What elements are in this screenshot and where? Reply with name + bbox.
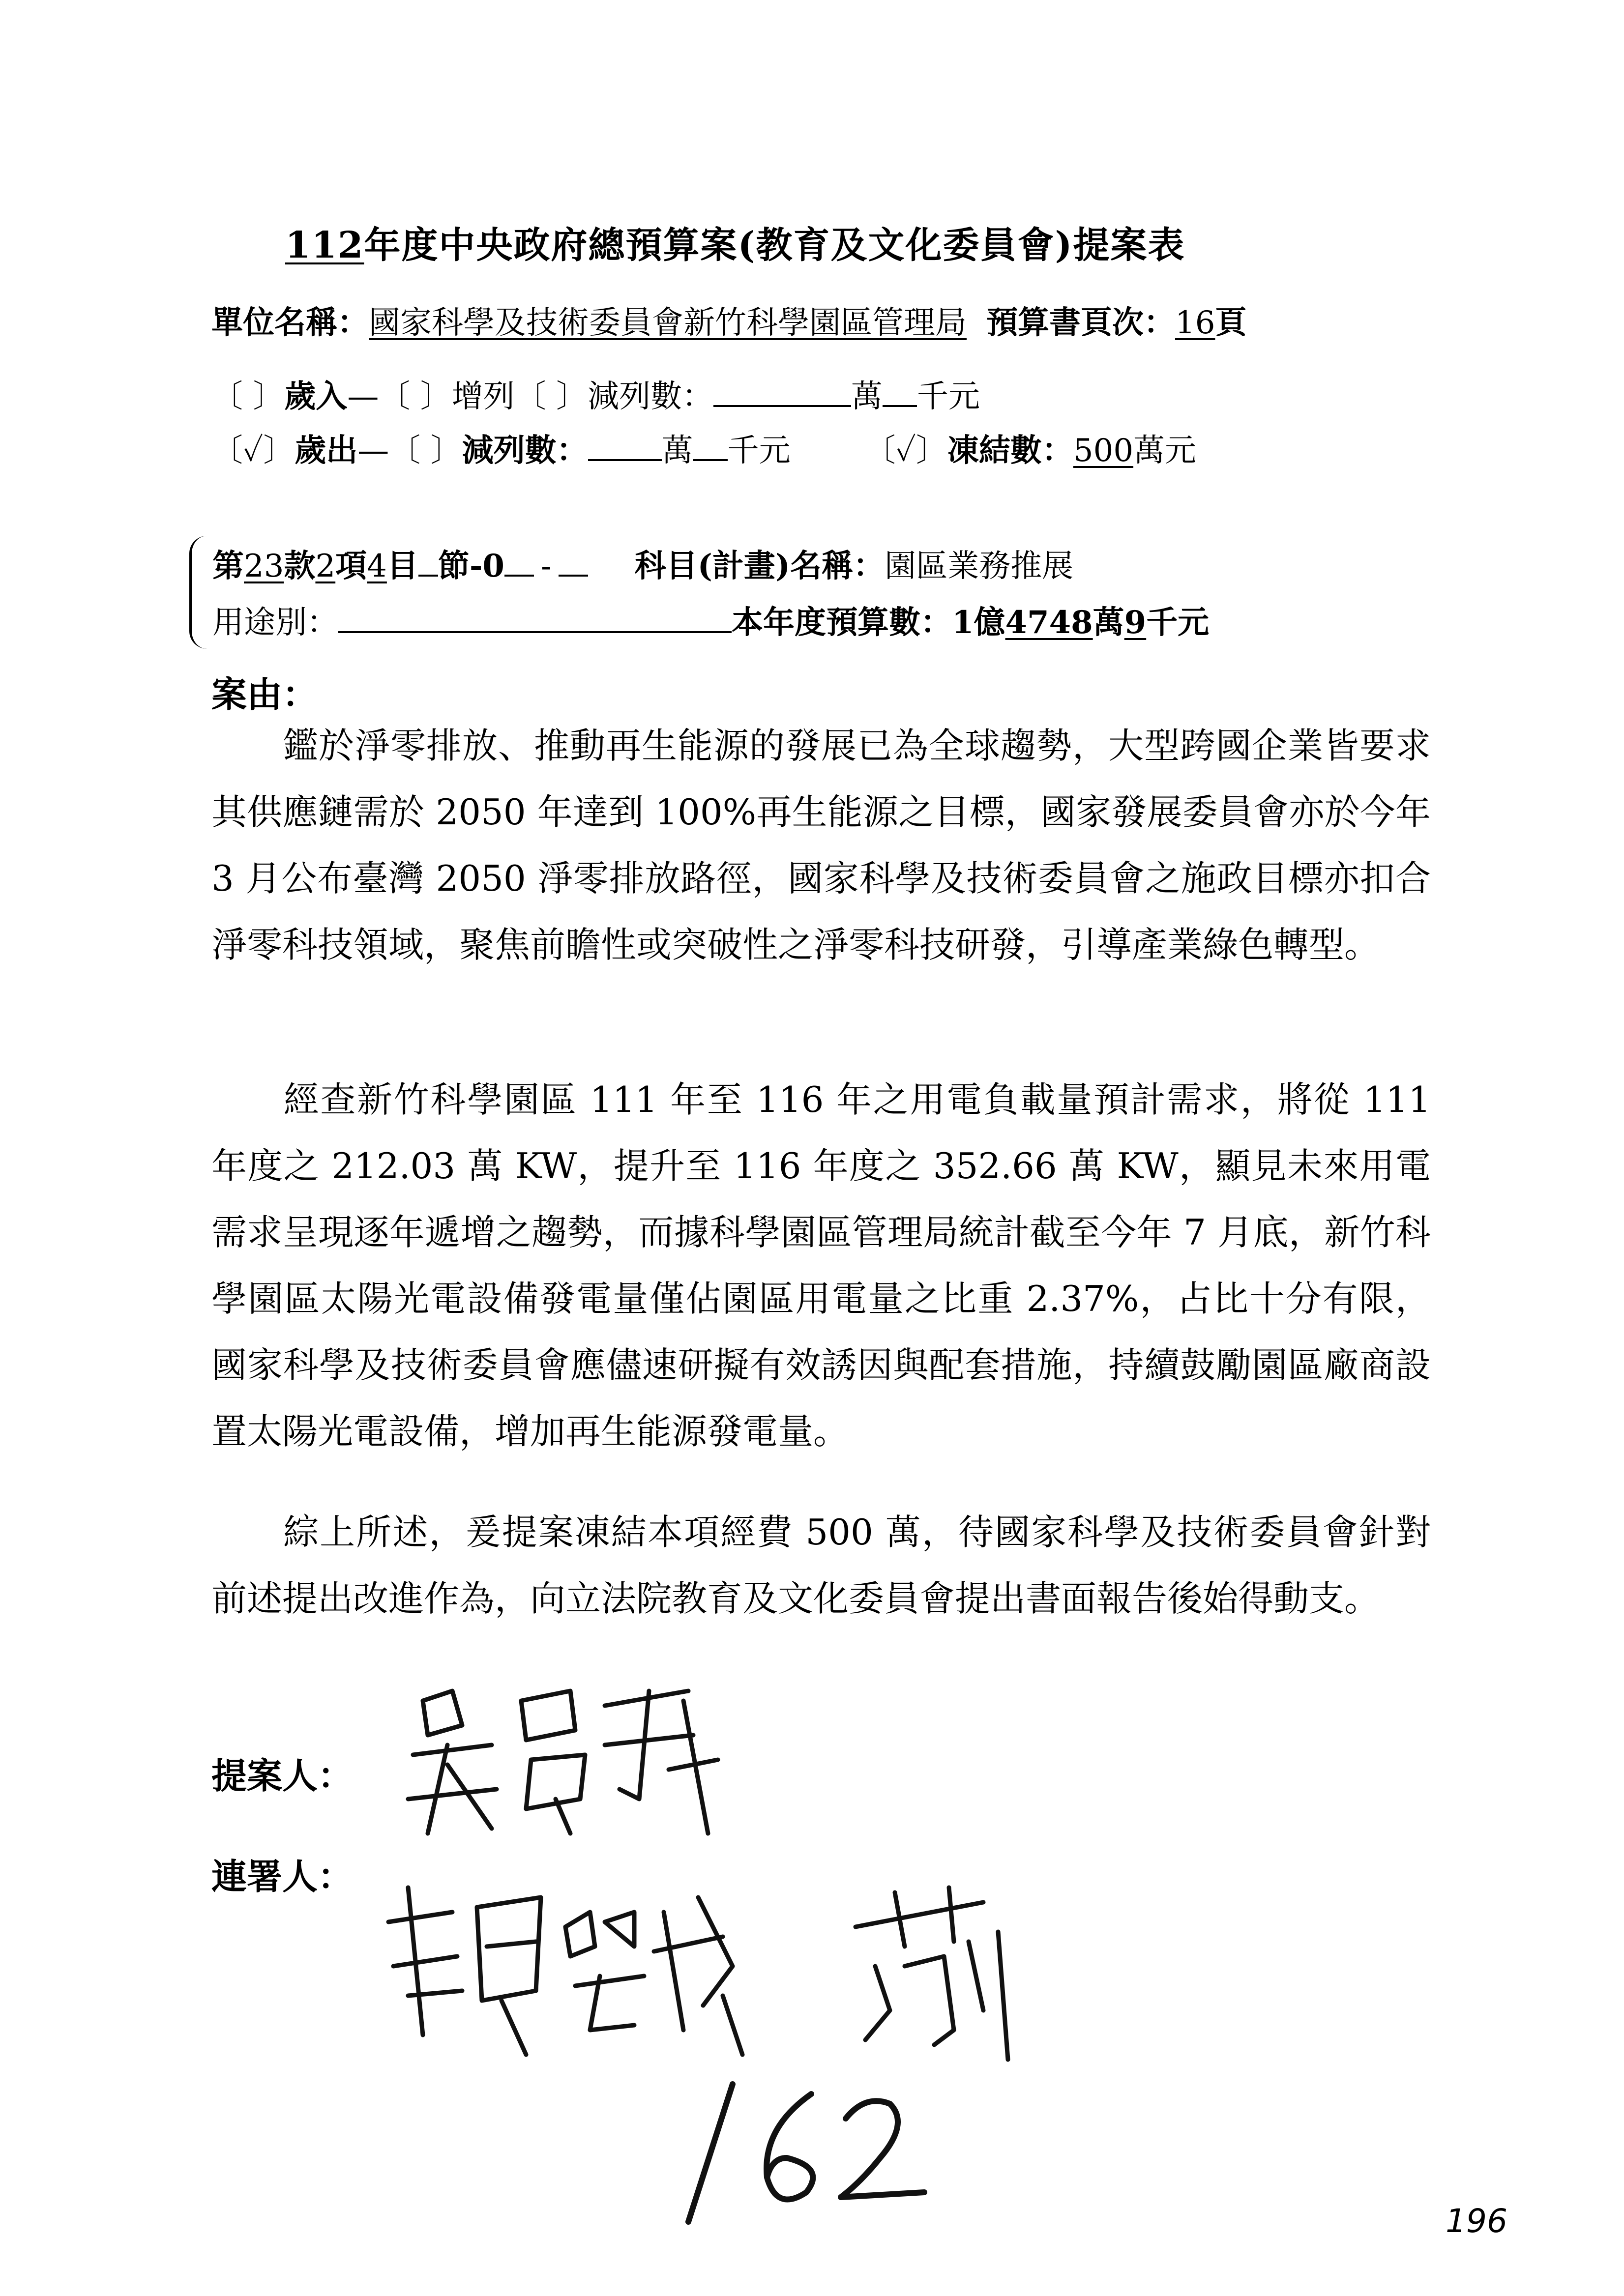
subject-label: 科目(計畫)名稱： bbox=[634, 548, 885, 584]
kuan-no: 23 bbox=[244, 548, 284, 584]
revenue-label: 歲入 bbox=[284, 378, 348, 415]
proposer-signature bbox=[393, 1671, 738, 1878]
budget-qian: 千元 bbox=[1146, 604, 1210, 641]
title-text: 年度中央政府總預算案(教育及文化委員會)提案表 bbox=[364, 224, 1185, 266]
item-row bbox=[212, 541, 1073, 586]
jie-sub2-blank[interactable] bbox=[559, 548, 588, 577]
expense-checkbox[interactable]: 〔✓〕 bbox=[211, 433, 295, 469]
expense-cut-label: 減列數： bbox=[462, 432, 588, 469]
jie-sub-blank[interactable] bbox=[504, 548, 534, 577]
expense-qian-blank[interactable] bbox=[693, 433, 728, 461]
freeze-unit: 萬元 bbox=[1133, 433, 1197, 469]
freeze-value: 500 bbox=[1073, 433, 1134, 469]
budget-qian-value: 9 bbox=[1124, 604, 1147, 641]
expense-label: 歲出 bbox=[295, 432, 358, 469]
budget-yi-value: 1 bbox=[952, 604, 974, 641]
page-suffix: 頁 bbox=[1215, 304, 1247, 341]
title-year: 112 bbox=[285, 224, 364, 266]
item-mu: 目 bbox=[386, 548, 418, 584]
usage-blank[interactable] bbox=[338, 605, 732, 633]
unit-label: 單位名稱： bbox=[211, 304, 369, 341]
revenue-dash: — bbox=[347, 378, 379, 415]
reason-label: 案由： bbox=[211, 673, 318, 715]
paragraph-3-text: 綜上所述，爰提案凍結本項經費 500 萬，待國家科學及技術委員會針對前述提出改進作為，向立法院教育及文化委員會提出書面報告後始得動支。 bbox=[211, 1511, 1431, 1619]
page-title bbox=[285, 216, 1185, 268]
budget-wan: 萬 bbox=[1093, 604, 1124, 641]
expense-wan: 萬 bbox=[661, 433, 693, 469]
handwritten-number bbox=[679, 2074, 934, 2232]
paragraph-2-text: 經查新竹科學園區 111 年至 116 年之用電負載量預計需求，將從 111 年度之 212.03 萬 KW，提升至 116 年度之 352.66 萬 KW，顯見未來用電需求呈現逐年遞增之趨勢，而據科學園區管理局統計截至今年 7 月底，新竹科學園區太陽光電設備發電量僅佔園區用電量之比重 2.37%，占比十分有限，國家科學及技術委員會應儘速研擬有效誘因與配套措施，持續鼓勵園區廠商設置太陽光電設備，增加再生能源發電量。 bbox=[211, 1079, 1431, 1452]
freeze-checkbox[interactable]: 〔✓〕 bbox=[864, 433, 947, 469]
cosigner-label: 連署人： bbox=[211, 1856, 354, 1897]
unit-row bbox=[211, 297, 1246, 343]
unit-name: 國家科學及技術委員會新竹科學園區管理局 bbox=[369, 305, 967, 341]
revenue-add-checkbox[interactable]: 〔 〕 bbox=[379, 378, 452, 415]
cosigner-signature-2 bbox=[836, 1883, 1047, 2069]
paragraph-1-text: 鑑於淨零排放、推動再生能源的發展已為全球趨勢，大型跨國企業皆要求其供應鏈需於 2050 年達到 100%再生能源之目標，國家發展委員會亦於今年 3 月公布臺灣 2050 淨零排放路徑，國家科學及技術委員會之施政目標亦扣合淨零科技領域，聚焦前瞻性或突破性之淨零科技研發，引導產業綠色轉型。 bbox=[211, 725, 1431, 965]
item-kuan: 款 bbox=[284, 548, 316, 584]
expense-cut-checkbox[interactable]: 〔 〕 bbox=[389, 433, 462, 469]
paragraph-1 bbox=[211, 713, 1431, 978]
expense-qian: 千元 bbox=[727, 433, 791, 469]
budget-label: 本年度預算數： bbox=[732, 604, 952, 641]
mu-no: 4 bbox=[367, 548, 387, 584]
paragraph-2 bbox=[211, 1067, 1431, 1465]
budget-yi: 億 bbox=[974, 604, 1005, 641]
revenue-wan: 萬 bbox=[851, 378, 883, 415]
paragraph-3 bbox=[211, 1499, 1431, 1632]
page-number: 196 bbox=[1446, 2202, 1507, 2240]
revenue-checkbox[interactable]: 〔 〕 bbox=[211, 378, 285, 415]
subject-value: 園區業務推展 bbox=[885, 548, 1074, 584]
revenue-qian-blank[interactable] bbox=[883, 378, 917, 407]
cosigner-signature-1 bbox=[379, 1868, 821, 2074]
revenue-wan-blank[interactable] bbox=[713, 378, 851, 407]
item-di: 第 bbox=[212, 548, 244, 584]
page-no: 16 bbox=[1175, 305, 1215, 341]
revenue-cut-checkbox[interactable]: 〔 〕 bbox=[514, 378, 588, 415]
item-jie: 節-0 bbox=[438, 548, 504, 584]
item-bracket bbox=[189, 536, 209, 649]
item-xiang: 項 bbox=[335, 548, 367, 584]
revenue-row bbox=[211, 371, 980, 416]
xiang-no: 2 bbox=[315, 548, 336, 584]
freeze-label: 凍結數： bbox=[947, 432, 1073, 469]
jie-blank[interactable] bbox=[418, 548, 438, 577]
revenue-qian: 千元 bbox=[917, 378, 980, 415]
usage-row bbox=[212, 597, 1209, 642]
usage-label: 用途別： bbox=[212, 605, 338, 641]
budget-wan-value: 4748 bbox=[1005, 604, 1093, 641]
revenue-add-label: 增列 bbox=[451, 378, 515, 415]
expense-wan-blank[interactable] bbox=[588, 433, 662, 461]
proposer-label: 提案人： bbox=[211, 1755, 354, 1797]
revenue-cut-label: 減列數： bbox=[588, 378, 714, 415]
expense-row bbox=[211, 425, 1196, 470]
item-sep: - bbox=[540, 548, 552, 584]
expense-dash: — bbox=[357, 433, 389, 469]
page-label: 預算書頁次： bbox=[986, 304, 1175, 341]
